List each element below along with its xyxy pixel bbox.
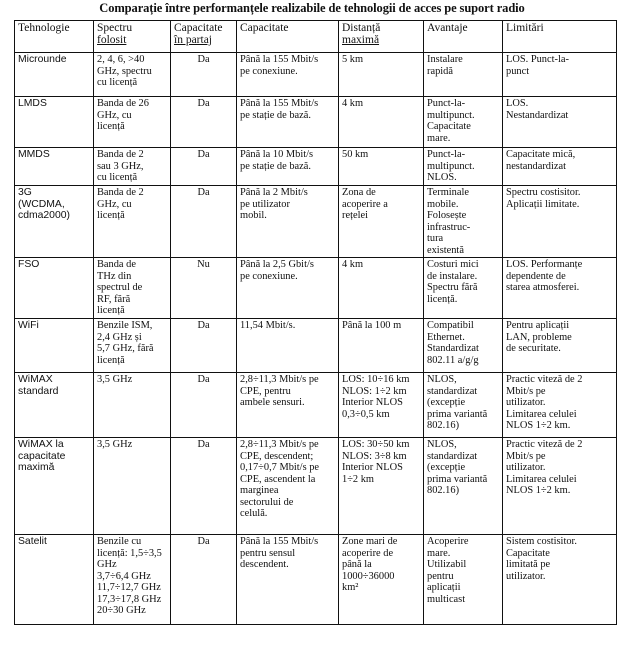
cell-line: cdma2000)	[18, 210, 70, 221]
cell-distance	[339, 53, 424, 97]
cell-line: GHz, cu	[97, 198, 132, 210]
cell-line: NLOS 1÷2 km.	[506, 485, 571, 496]
cell-advantages	[424, 373, 503, 438]
cell-distance	[339, 97, 424, 148]
cell-line: 4 km	[342, 98, 364, 109]
cell-line: 0,17÷0,7 Mbit/s pe	[240, 462, 320, 473]
cell-spectrum	[94, 438, 171, 535]
table-row	[15, 373, 617, 438]
cell-capacity	[237, 438, 339, 535]
cell-line: 3,5 GHz	[97, 374, 133, 385]
cell-line: Aplicații limitate.	[506, 198, 580, 210]
cell-line: Banda de 2	[97, 149, 144, 160]
cell-line: 3,5 GHz	[97, 439, 133, 450]
header-line: Capacitate	[240, 22, 289, 34]
cell-line: utilizator.	[506, 570, 546, 582]
cell-line: WiMAX	[18, 374, 53, 385]
cell-line: descendent.	[240, 559, 289, 570]
cell-line: 802.16)	[427, 485, 460, 496]
cell-line: până la	[342, 559, 372, 570]
cell-line: NLOS,	[427, 439, 457, 450]
cell-advantages	[424, 438, 503, 535]
cell-line: Banda de 2	[97, 187, 144, 198]
cell-line: Spectru costisitor.	[506, 187, 581, 198]
cell-line: 2, 4, 6, >40	[97, 54, 145, 65]
cell-line: Până la 155 Mbit/s	[240, 536, 319, 547]
cell-line: Punct-la-	[427, 98, 466, 109]
cell-distance	[339, 319, 424, 373]
cell-line: 20÷30 GHz	[97, 605, 146, 616]
cell-limits	[503, 148, 617, 186]
cell-advantages	[424, 319, 503, 373]
header-line: maximă	[342, 34, 380, 46]
cell-line: nestandardizat	[506, 160, 567, 172]
cell-line: prima variantă	[427, 408, 488, 420]
cell-line: 5 km	[342, 54, 364, 65]
table-row	[15, 53, 617, 97]
cell-line: multicast	[427, 593, 466, 605]
cell-line: 2,8÷11,3 Mbit/s pe	[240, 374, 319, 385]
header-cell	[171, 21, 237, 53]
cell-shared: Da	[171, 148, 237, 186]
cell-line: standardizat	[427, 450, 478, 462]
cell-line: 5,7 GHz, fără	[97, 343, 154, 354]
cell-tech	[15, 97, 94, 148]
table-body	[15, 53, 617, 625]
cell-line: limitată pe	[506, 559, 551, 570]
cell-line: 802.11 a/g/g	[427, 354, 479, 366]
cell-spectrum	[94, 319, 171, 373]
cell-spectrum	[94, 186, 171, 258]
cell-line: ambele sensuri.	[240, 397, 305, 408]
table-row	[15, 186, 617, 258]
cell-distance	[339, 148, 424, 186]
cell-distance	[339, 186, 424, 258]
cell-line: Costuri mici	[427, 259, 479, 270]
cell-line: CPE, pentru	[240, 385, 291, 397]
cell-capacity	[237, 186, 339, 258]
header-cell	[237, 21, 339, 53]
cell-limits	[503, 186, 617, 258]
cell-capacity	[237, 258, 339, 319]
cell-spectrum	[94, 373, 171, 438]
cell-line: multipunct.	[427, 160, 475, 172]
header-line: Distanță	[342, 22, 381, 34]
cell-advantages	[424, 186, 503, 258]
cell-line: Capacitate mică,	[506, 149, 576, 160]
cell-tech	[15, 258, 94, 319]
cell-spectrum	[94, 97, 171, 148]
cell-limits	[503, 373, 617, 438]
cell-line: (excepție	[427, 397, 466, 408]
cell-line: pentru sensul	[240, 547, 296, 559]
cell-line: Terminale	[427, 187, 469, 198]
cell-line: Interior NLOS	[342, 397, 403, 408]
cell-line: Practic viteză de 2	[506, 374, 583, 385]
cell-capacity	[237, 53, 339, 97]
cell-line: standardizat	[427, 385, 478, 397]
cell-line: LOS: 30÷50 km	[342, 439, 410, 450]
table-row	[15, 319, 617, 373]
cell-line: (excepție	[427, 462, 466, 473]
cell-tech	[15, 319, 94, 373]
cell-line: Pentru aplicații	[506, 320, 570, 331]
cell-line: acoperire a	[342, 198, 388, 210]
cell-line: mobil.	[240, 210, 267, 221]
cell-line: utilizator.	[506, 462, 546, 473]
cell-line: THz din	[97, 270, 132, 282]
header-line: Spectru	[97, 22, 133, 34]
cell-distance	[339, 438, 424, 535]
cell-line: prima variantă	[427, 473, 488, 485]
cell-line: pentru	[427, 570, 454, 582]
cell-line: 1÷2 km	[342, 473, 374, 485]
header-line: folosit	[97, 34, 127, 46]
cell-line: existentă	[427, 244, 464, 256]
cell-line: Banda de 26	[97, 98, 149, 109]
cell-line: rețelei	[342, 210, 368, 221]
table-row	[15, 535, 617, 625]
header-cell	[503, 21, 617, 53]
cell-line: Până la 155 Mbit/s	[240, 54, 319, 65]
cell-line: Practic viteză de 2	[506, 439, 583, 450]
header-cell	[94, 21, 171, 53]
cell-line: multipunct.	[427, 109, 475, 121]
cell-line: Limitarea celulei	[506, 473, 577, 485]
cell-line: FSO	[18, 259, 40, 270]
cell-line: 11,54 Mbit/s.	[240, 320, 296, 331]
cell-line: capacitate	[18, 450, 66, 462]
cell-line: LAN, probleme	[506, 331, 572, 343]
cell-tech	[15, 535, 94, 625]
cell-line: pe conexiune.	[240, 65, 298, 77]
cell-line: Mbit/s pe	[506, 450, 546, 462]
cell-line: licență	[97, 121, 125, 132]
cell-line: cu licență	[97, 77, 138, 88]
cell-line: WiFi	[18, 320, 39, 331]
cell-line: pe conexiune.	[240, 270, 298, 282]
cell-line: Mbit/s pe	[506, 385, 546, 397]
cell-line: acoperire de	[342, 547, 394, 559]
header-row	[15, 21, 617, 53]
cell-line: Ethernet.	[427, 331, 465, 343]
cell-line: LOS. Performanțe	[506, 259, 583, 270]
cell-line: pe stație de bază.	[240, 109, 311, 121]
cell-shared: Da	[171, 97, 237, 148]
cell-line: maximă	[18, 462, 55, 473]
header-cell	[339, 21, 424, 53]
cell-line: licență.	[427, 293, 458, 305]
cell-line: Limitarea celulei	[506, 408, 577, 420]
cell-spectrum	[94, 258, 171, 319]
cell-line: infrastruc-	[427, 221, 471, 233]
cell-line: (WCDMA,	[18, 198, 65, 210]
cell-line: Acoperire	[427, 536, 469, 547]
table-row	[15, 148, 617, 186]
cell-shared: Nu	[171, 258, 237, 319]
cell-line: GHz, spectru	[97, 65, 152, 77]
cell-capacity	[237, 373, 339, 438]
cell-tech	[15, 373, 94, 438]
cell-line: LMDS	[18, 98, 47, 109]
cell-line: WiMAX la	[18, 439, 64, 450]
cell-line: sectorului de	[240, 496, 294, 508]
cell-line: Interior NLOS	[342, 462, 403, 473]
page-title: Comparație între performanțele realizabile de tehnologii de acces pe suport radio	[99, 1, 525, 15]
cell-line: 2,8÷11,3 Mbit/s pe	[240, 439, 319, 450]
cell-spectrum	[94, 148, 171, 186]
cell-distance	[339, 258, 424, 319]
cell-line: aplicații	[427, 582, 461, 593]
cell-distance	[339, 535, 424, 625]
cell-line: Până la 10 Mbit/s	[240, 149, 314, 160]
cell-line: Zona de	[342, 187, 376, 198]
cell-line: licență	[97, 305, 125, 316]
cell-advantages	[424, 258, 503, 319]
header-line: Avantaje	[427, 22, 468, 34]
cell-line: Instalare	[427, 54, 463, 65]
cell-line: RF, fără	[97, 293, 131, 305]
cell-line: Spectru fără	[427, 282, 478, 293]
cell-line: NLOS.	[427, 172, 457, 183]
cell-line: km²	[342, 582, 359, 593]
cell-line: Microunde	[18, 54, 67, 65]
cell-limits	[503, 535, 617, 625]
cell-limits	[503, 97, 617, 148]
cell-line: mobile.	[427, 198, 459, 210]
cell-line: licență	[97, 210, 125, 221]
cell-tech	[15, 438, 94, 535]
cell-tech	[15, 53, 94, 97]
cell-line: dependente de	[506, 270, 566, 282]
comparison-table	[14, 20, 617, 625]
cell-line: Benzile cu	[97, 536, 142, 547]
cell-advantages	[424, 535, 503, 625]
cell-line: pe stație de bază.	[240, 160, 311, 172]
cell-line: Până la 155 Mbit/s	[240, 98, 319, 109]
cell-line: cu licență	[97, 172, 138, 183]
cell-line: LOS. Punct-la-	[506, 54, 569, 65]
cell-line: NLOS: 1÷2 km	[342, 385, 407, 397]
cell-line: Banda de	[97, 259, 136, 270]
cell-line: mare.	[427, 547, 451, 559]
cell-line: Punct-la-	[427, 149, 466, 160]
cell-line: LOS: 10÷16 km	[342, 374, 410, 385]
cell-line: 17,3÷17,8 GHz	[97, 593, 162, 605]
cell-limits	[503, 319, 617, 373]
cell-shared: Da	[171, 438, 237, 535]
cell-capacity	[237, 535, 339, 625]
cell-line: mare.	[427, 132, 451, 144]
table-row	[15, 438, 617, 535]
cell-spectrum	[94, 535, 171, 625]
cell-line: celulă.	[240, 508, 268, 519]
cell-line: Sistem costisitor.	[506, 536, 578, 547]
cell-line: Zone mari de	[342, 536, 398, 547]
cell-line: 0,3÷0,5 km	[342, 408, 390, 420]
cell-line: Până la 2 Mbit/s	[240, 187, 308, 198]
cell-line: Benzile ISM,	[97, 320, 153, 331]
cell-line: Folosește	[427, 210, 467, 221]
header-line: Tehnologie	[18, 22, 70, 34]
cell-line: de instalare.	[427, 270, 478, 282]
cell-tech	[15, 148, 94, 186]
cell-capacity	[237, 97, 339, 148]
cell-spectrum	[94, 53, 171, 97]
cell-line: Utilizabil	[427, 559, 467, 570]
cell-line: 50 km	[342, 149, 369, 160]
cell-advantages	[424, 148, 503, 186]
cell-line: Standardizat	[427, 343, 479, 354]
cell-line: tura	[427, 233, 444, 244]
cell-capacity	[237, 319, 339, 373]
cell-line: 3,7÷6,4 GHz	[97, 570, 151, 582]
cell-line: NLOS: 3÷8 km	[342, 450, 407, 462]
cell-shared: Da	[171, 53, 237, 97]
cell-line: sau 3 GHz,	[97, 160, 144, 172]
cell-shared: Da	[171, 373, 237, 438]
cell-line: standard	[18, 385, 59, 397]
cell-line: GHz, cu	[97, 109, 132, 121]
cell-limits	[503, 53, 617, 97]
cell-line: Până la 2,5 Gbit/s	[240, 259, 314, 270]
header-line: în partaj	[174, 34, 212, 46]
cell-line: Nestandardizat	[506, 109, 569, 121]
cell-line: CPE, ascendent la	[240, 473, 316, 485]
table-row	[15, 258, 617, 319]
cell-shared: Da	[171, 186, 237, 258]
cell-line: Capacitate	[506, 547, 550, 559]
cell-line: 802.16)	[427, 420, 460, 431]
cell-line: 4 km	[342, 259, 364, 270]
cell-line: Satelit	[18, 536, 47, 547]
cell-advantages	[424, 97, 503, 148]
cell-line: CPE, descendent;	[240, 450, 314, 462]
table-row	[15, 97, 617, 148]
cell-line: spectrul de	[97, 282, 143, 293]
header-cell	[424, 21, 503, 53]
cell-tech	[15, 186, 94, 258]
cell-line: 1000÷36000	[342, 570, 395, 582]
cell-line: LOS.	[506, 98, 529, 109]
cell-shared: Da	[171, 319, 237, 373]
cell-line: punct	[506, 65, 530, 77]
cell-line: GHz	[97, 559, 117, 570]
cell-line: 2,4 GHz și	[97, 331, 142, 343]
header-cell	[15, 21, 94, 53]
cell-line: utilizator.	[506, 397, 546, 408]
cell-limits	[503, 258, 617, 319]
cell-line: marginea	[240, 485, 279, 496]
cell-line: licență	[97, 354, 125, 366]
cell-line: licență: 1,5÷3,5	[97, 547, 162, 559]
cell-line: starea atmosferei.	[506, 282, 580, 293]
header-line: Capacitate	[174, 22, 223, 34]
cell-line: NLOS 1÷2 km.	[506, 420, 571, 431]
cell-line: Compatibil	[427, 320, 474, 331]
header-line: Limitări	[506, 22, 544, 34]
cell-capacity	[237, 148, 339, 186]
cell-line: de securitate.	[506, 343, 561, 354]
cell-line: 11,7÷12,7 GHz	[97, 582, 161, 593]
cell-distance	[339, 373, 424, 438]
cell-shared: Da	[171, 535, 237, 625]
cell-line: Capacitate	[427, 121, 471, 132]
cell-limits	[503, 438, 617, 535]
cell-line: NLOS,	[427, 374, 457, 385]
cell-line: Până la 100 m	[342, 320, 402, 331]
cell-line: 3G	[18, 187, 32, 198]
cell-line: MMDS	[18, 149, 50, 160]
cell-line: rapidă	[427, 65, 453, 77]
cell-advantages	[424, 53, 503, 97]
cell-line: pe utilizator	[240, 198, 290, 210]
